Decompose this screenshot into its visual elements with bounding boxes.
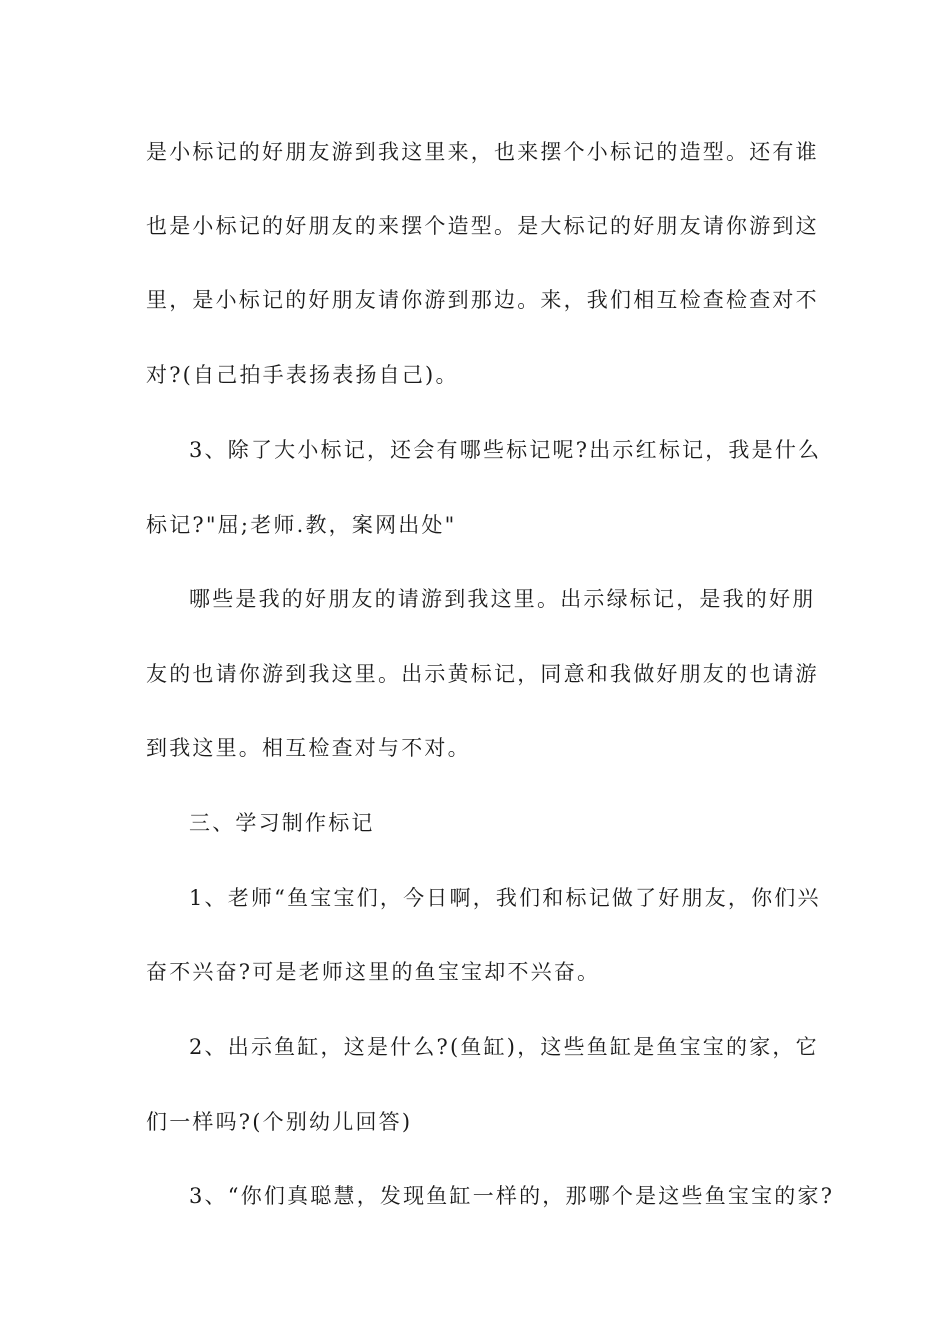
text-line-12: 奋不兴奋?可是老师这里的鱼宝宝却不兴奋。 — [146, 960, 601, 984]
text-line-5: 3、除了大小标记，还会有哪些标记呢?出示红标记，我是什么 — [189, 438, 822, 462]
text-line-14: 们一样吗?(个别幼儿回答) — [146, 1110, 413, 1134]
section-heading: 三、学习制作标记 — [189, 811, 375, 835]
text-line-8: 友的也请你游到我这里。出示黄标记，同意和我做好朋友的也请游 — [146, 662, 819, 686]
text-line-3: 里，是小标记的好朋友请你游到那边。来，我们相互检查检查对不 — [146, 288, 819, 312]
text-line-11: 1、老师“鱼宝宝们，今日啊，我们和标记做了好朋友，你们兴 — [189, 886, 821, 910]
text-line-13: 2、出示鱼缸，这是什么?(鱼缸)，这些鱼缸是鱼宝宝的家，它 — [189, 1035, 819, 1059]
text-line-7: 哪些是我的好朋友的请游到我这里。出示绿标记，是我的好朋 — [189, 587, 816, 611]
text-line-4: 对?(自己拍手表扬表扬自己)。 — [146, 363, 459, 387]
text-line-15: 3、“你们真聪慧，发现鱼缸一样的，那哪个是这些鱼宝宝的家? — [189, 1184, 835, 1208]
text-line-9: 到我这里。相互检查对与不对。 — [146, 736, 471, 760]
text-line-1: 是小标记的好朋友游到我这里来，也来摆个小标记的造型。还有谁 — [146, 140, 819, 164]
text-line-6: 标记?"屈;老师.教，案网出处" — [146, 513, 457, 537]
text-line-2: 也是小标记的好朋友的来摆个造型。是大标记的好朋友请你游到这 — [146, 214, 819, 238]
